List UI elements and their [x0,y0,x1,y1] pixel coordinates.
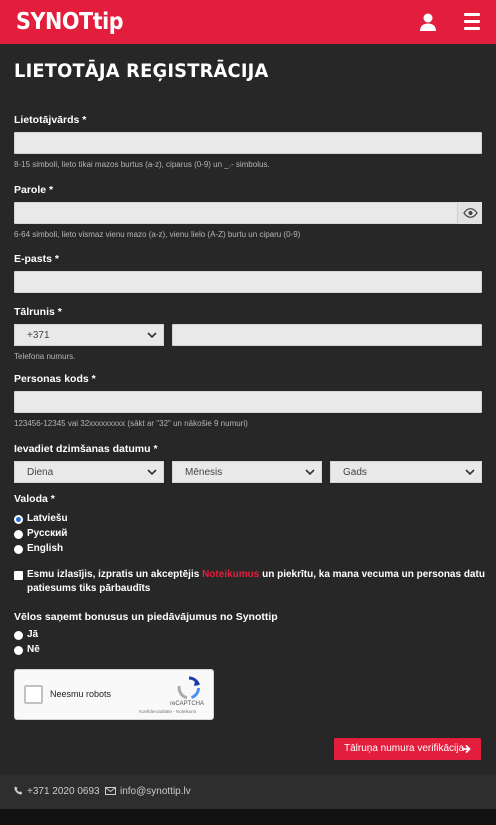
username-field[interactable] [14,132,482,154]
password-hint: 6-64 simboli, lieto vismaz vienu mazo (a-z), vienu lielo (A-Z) burtu un ciparu (0-9) [14,230,301,239]
terms-checkbox[interactable] [14,571,23,580]
eye-icon[interactable] [457,202,482,224]
chevron-down-icon [147,330,157,340]
month-value: Mēnesis [185,467,223,478]
footer-email[interactable]: info@synottip.lv [120,786,191,797]
personal-code-input[interactable] [15,392,481,412]
recaptcha-checkbox[interactable] [24,685,43,704]
username-label: Lietotājvārds * [14,114,87,126]
recaptcha-label: Neesmu robots [50,689,112,699]
phone-icon [14,786,23,795]
password-field[interactable] [14,202,482,224]
username-input[interactable] [15,133,481,153]
user-icon[interactable] [418,12,438,32]
language-option-label: Latviešu [27,513,68,524]
email-field[interactable] [14,271,482,293]
bonus-label: Vēlos saņemt bonusus un piedāvājumus no Synottip [14,611,278,623]
language-label: Valoda * [14,493,55,505]
radio-button[interactable] [14,530,23,539]
hamburger-icon[interactable] [464,13,480,31]
year-value: Gads [343,467,367,478]
phone-label: Tālrunis * [14,306,62,318]
personal-code-hint: 123456-12345 vai 32xxxxxxxxx (sākt ar "32" un nākošie 9 numuri) [14,419,248,428]
phone-verification-label: Tālruņa numura verifikācija [344,743,465,754]
phone-field[interactable] [172,324,482,346]
language-option-label: Русский [27,528,68,539]
footer-phone[interactable]: +371 2020 0693 [27,786,100,797]
language-option-label: English [27,543,64,554]
password-input[interactable] [15,203,481,223]
recaptcha-logo-icon [177,676,201,700]
page-title: LIETOTĀJA REĢISTRĀCIJA [14,60,269,82]
terms-link[interactable]: Noteikumus [202,569,260,580]
bonus-option-label: Nē [27,644,40,655]
recaptcha-links[interactable]: Konfidencialitāte - Noteikumi [139,709,197,714]
email-label: E-pasts * [14,253,59,265]
synottip-logo[interactable]: SYNOTtip [16,9,124,35]
terms-text-start: Esmu izlasījis, izpratis un akceptējis [27,569,203,580]
personal-code-field[interactable] [14,391,482,413]
top-bar [0,0,496,44]
radio-button[interactable] [14,646,23,655]
day-select[interactable] [14,461,164,483]
terms-text [27,568,487,596]
footer [0,775,496,809]
password-label: Parole * [14,184,54,196]
recaptcha-widget [14,669,214,720]
mail-icon [105,787,116,795]
day-value: Diena [27,467,54,478]
phone-prefix-select[interactable] [14,324,164,346]
phone-input[interactable] [173,325,481,345]
terms-text-end: un piekrītu, ka mana vecuma un personas datu patiesums tiks pārbaudīts [27,569,485,594]
birthdate-label: Ievadiet dzimšanas datumu * [14,443,158,455]
personal-code-label: Personas kods * [14,373,96,385]
year-select[interactable] [330,461,482,483]
radio-button[interactable] [14,545,23,554]
bonus-option-label: Jā [27,629,39,640]
recaptcha-brand: reCAPTCHA [170,701,205,707]
radio-button[interactable] [14,515,23,524]
phone-verification-button[interactable] [334,738,481,760]
chevron-down-icon [305,467,315,477]
chevron-down-icon [147,467,157,477]
phone-prefix-value: +371 [27,330,50,341]
chevron-down-icon [465,467,475,477]
email-input[interactable] [15,272,481,292]
arrow-right-icon [461,744,471,754]
phone-hint: Telefona numurs. [14,352,76,361]
username-hint: 8-15 simboli, lieto tikai mazos burtus (a-z), ciparus (0-9) un _.- simbolus. [14,160,270,169]
month-select[interactable] [172,461,322,483]
radio-button[interactable] [14,631,23,640]
